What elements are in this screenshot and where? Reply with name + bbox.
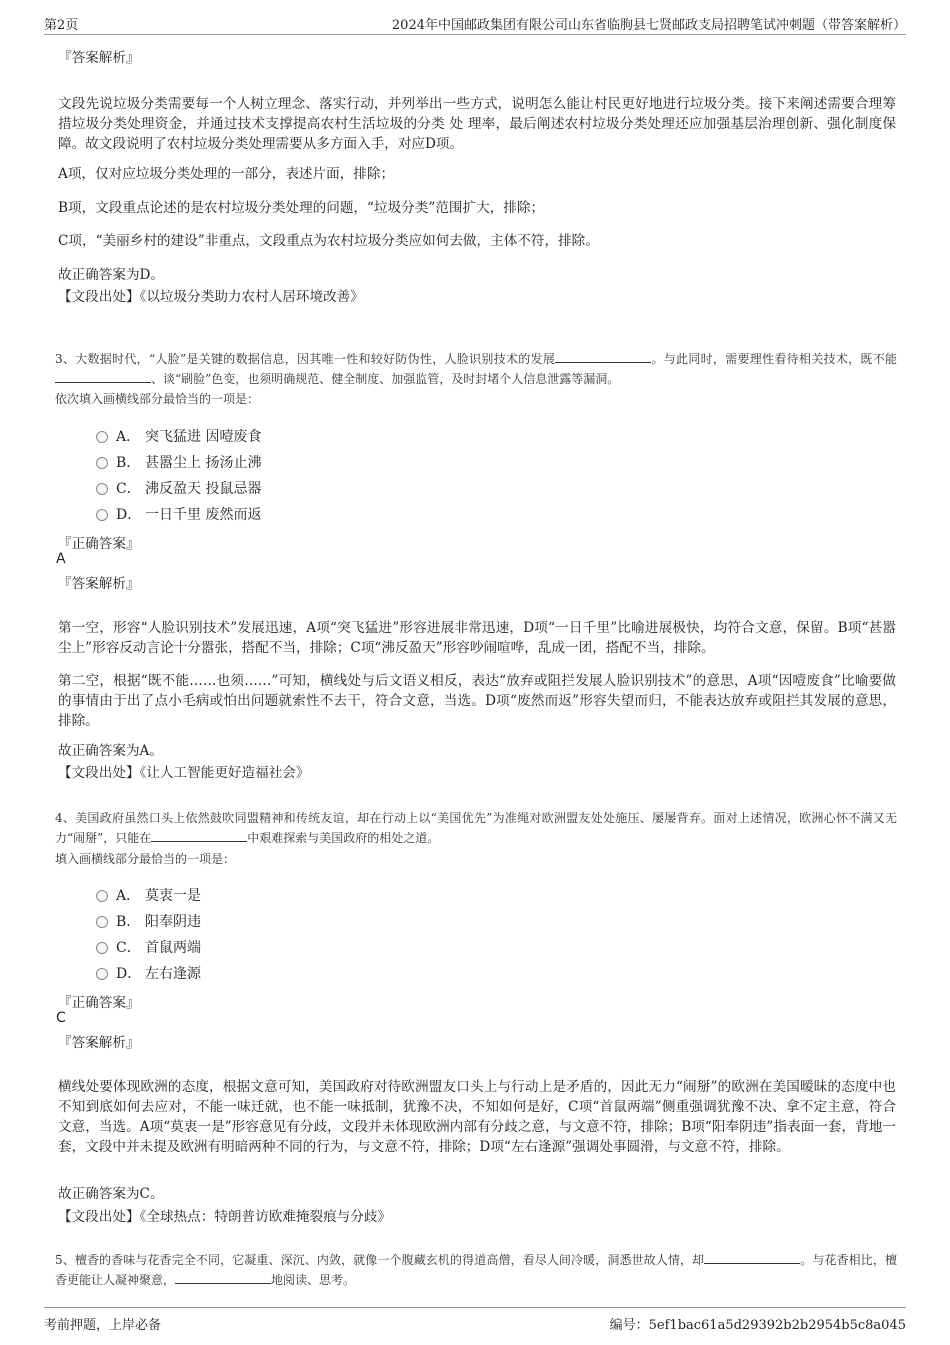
question-text: 地阅读、思考。 (271, 1273, 356, 1287)
radio-button[interactable] (96, 916, 108, 928)
analysis-paragraph: B项，文段重点论述的是农村垃圾分类处理的问题，“垃圾分类”范围扩大，排除； (58, 199, 545, 216)
option-letter: C． (116, 481, 141, 497)
question-prompt: 依次填入画横线部分最恰当的一项是： (55, 392, 260, 406)
radio-button[interactable] (96, 509, 108, 521)
page-footer (44, 1307, 906, 1338)
question-text: 、谈“刷脸”色变，也须明确规范、健全制度、加强监管，及时封堵个人信息泄露等漏洞。 (151, 372, 620, 386)
option-letter: B． (116, 455, 141, 471)
fill-blank (151, 829, 247, 842)
page-number: 第2页 (44, 18, 79, 33)
question-text: 5、檀香的香味与花香完全不同，它凝重、深沉、内敛，就像一个腹藏玄机的得道高僧，看尽人间冷暖，洞悉世故人情，却 (55, 1253, 705, 1267)
correct-answer-label: 『正确答案』 (58, 536, 140, 552)
source-citation: 【文段出处】《全球热点：特朗普访欧难掩裂痕与分歧》 (58, 1209, 392, 1225)
option-text: 莫衷一是 (145, 888, 201, 904)
fill-blank (175, 1271, 271, 1284)
correct-answer: C (56, 1010, 66, 1026)
option-letter: D． (116, 966, 142, 982)
analysis-label: 『答案解析』 (58, 50, 140, 66)
analysis-label: 『答案解析』 (58, 576, 140, 592)
fill-blank (704, 1251, 800, 1264)
option-letter: A． (116, 888, 141, 904)
analysis-conclusion: 故正确答案为D。 (58, 266, 165, 283)
option-letter: A． (116, 429, 141, 445)
radio-button[interactable] (96, 457, 108, 469)
question-5-stem (55, 1250, 897, 1290)
document-id: 编号：5ef1bac61a5d29392b2b2954b5c8a045 (609, 1318, 906, 1333)
document-title: 2024年中国邮政集团有限公司山东省临朐县七贤邮政支局招聘笔试冲刺题（带答案解析） (391, 18, 906, 33)
analysis-label: 『答案解析』 (58, 1035, 140, 1051)
radio-button[interactable] (96, 431, 108, 443)
question-text: 中艰难探索与美国政府的相处之道。 (247, 831, 440, 845)
analysis-paragraph: 文段先说垃圾分类需要每一个人树立理念、落实行动，并列举出一些方式，说明怎么能让村民更好地进行垃圾分类。接下来阐述需要合理筹措垃圾分类处理资金，并通过技术支撑提高农村生活垃圾的分类 处 理率，最后阐述农村垃圾分类处理还应加强基层治理创新、强化制度保障。故文段说明了农村垃圾分类处理需要从多方面入手，对应D项。 (58, 95, 896, 152)
analysis-paragraph: 第一空，形容“人脸识别技术”发展迅速，A项“突飞猛进”形容进展非常迅速，D项“一日千里”比喻进展极快，均符合文意，保留。B项“甚嚣尘上”形容反动言论十分嚣张，搭配不当，排除；C项“沸反盈天”形容吵闹喧哗，乱成一团，搭配不当，排除。 (58, 619, 896, 656)
source-citation: 【文段出处】《以垃圾分类助力农村人居环境改善》 (58, 289, 364, 305)
radio-button[interactable] (96, 968, 108, 980)
option-text: 阳奉阴违 (145, 914, 201, 930)
option-letter: D． (116, 507, 142, 523)
option-text: 突飞猛进 因噎废食 (145, 429, 262, 445)
analysis-paragraph: A项，仅对应垃圾分类处理的一部分，表述片面，排除； (58, 165, 395, 182)
option-text: 左右逢源 (145, 966, 201, 982)
analysis-paragraph: 横线处要体现欧洲的态度，根据文意可知，美国政府对待欧洲盟友口头上与行动上是矛盾的，因此无力“闹掰”的欧洲在美国暧昧的态度中也不知到底如何去应对，不能一味迁就，也不能一味抵制，犹豫不决，不知如何是好，C项“首鼠两端”侧重强调犹豫不决、拿不定主意，符合文意，当选。A项“莫衷一是”形容意见有分歧，文段并未体现欧洲内部有分歧之意，与文意不符，排除；B项“阳奉阴违”指表面一套，背地一套，文段中并未提及欧洲有明暗两种不同的行为，与文意不符，排除；D项“左右逢源”强调处事圆滑，与文意不符，排除。 (58, 1078, 896, 1155)
question-text: 4、美国政府虽然口头上依然鼓吹同盟精神和传统友谊，却在行动上以“美国优先”为准绳对欧洲盟友处处施压、屡屡背弃。面对上述情况，欧洲心怀不满又无力“闹掰”，只能在 (55, 811, 897, 845)
source-citation: 【文段出处】《让人工智能更好造福社会》 (58, 765, 310, 781)
analysis-paragraph: C项，“美丽乡村的建设”非重点，文段重点为农村垃圾分类应如何去做，主体不符，排除。 (58, 232, 599, 249)
option-letter: B． (116, 914, 141, 930)
question-text: 3、大数据时代，“人脸”是关键的数据信息，因其唯一性和较好防伪性，人脸识别技术的发展 (55, 352, 556, 366)
page-header (44, 10, 906, 35)
question-prompt: 填入画横线部分最恰当的一项是： (55, 852, 236, 866)
correct-answer: A (56, 551, 66, 567)
footer-slogan: 考前押题，上岸必备 (44, 1318, 162, 1333)
analysis-paragraph: 第二空，根据“既不能……也须……”可知，横线处与后文语义相反，表达“放弃或阻拦发展人脸识别技术”的意思，A项“因噎废食”比喻要做的事情由于出了点小毛病或怕出问题就索性不去干，符合文意，当选。D项“废然而返”形容失望而归，不能表达放弃或阻拦其发展的意思，排除。 (58, 672, 896, 729)
fill-blank (55, 370, 151, 383)
option-text: 甚嚣尘上 扬汤止沸 (145, 455, 262, 471)
question-4-stem (55, 808, 897, 848)
question-text: 。与此同时，需要理性看待相关技术，既不能 (651, 352, 897, 366)
question-text: 。与花香相比，檀香更能让人凝神聚意， (55, 1253, 897, 1287)
option-text: 首鼠两端 (145, 940, 201, 956)
option-text: 一日千里 废然而返 (145, 507, 262, 523)
analysis-conclusion: 故正确答案为A。 (58, 742, 163, 759)
radio-button[interactable] (96, 890, 108, 902)
option-text: 沸反盈天 投鼠忌器 (145, 481, 262, 497)
radio-button[interactable] (96, 483, 108, 495)
question-3-stem (55, 349, 897, 389)
correct-answer-label: 『正确答案』 (58, 995, 140, 1011)
fill-blank (555, 350, 651, 363)
option-letter: C． (116, 940, 141, 956)
analysis-conclusion: 故正确答案为C。 (58, 1185, 164, 1202)
radio-button[interactable] (96, 942, 108, 954)
